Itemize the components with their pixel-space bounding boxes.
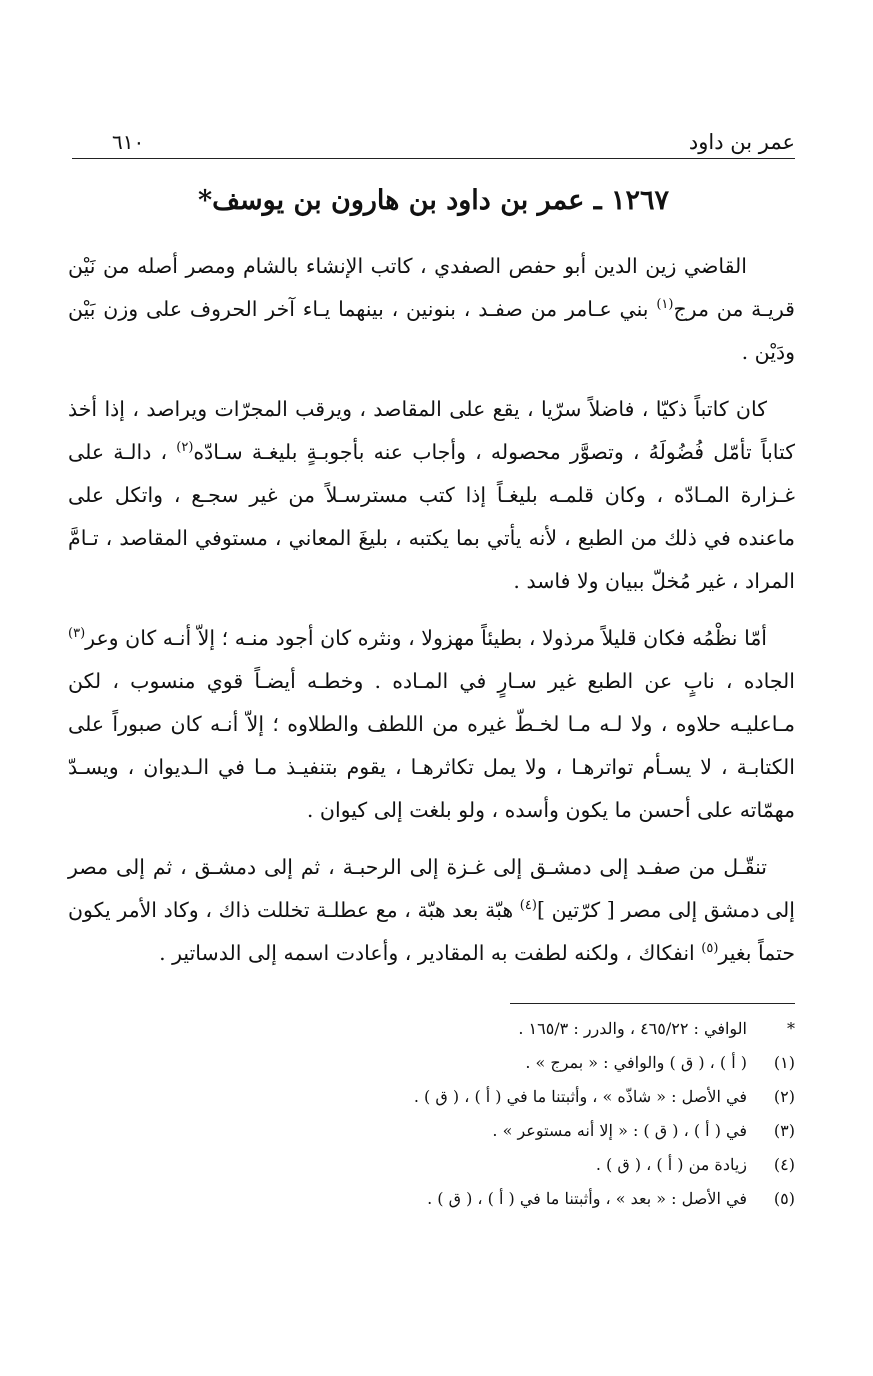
footnote-text: ( أ ) ، ( ق ) والوافي : « بمرج » . [525, 1053, 747, 1072]
text-segment: تنقّـل من صفـد إلى دمشـق إلى غـزة إلى الرحبـة ، ثم إلى دمشـق ، ثم إلى مصر إلى دمشق إلى مصر [ كرّتين ] [68, 855, 795, 922]
text-segment: بني عـامر من صفـد ، بنونين ، بينهما يـاء آخر الحروف على وزن بَيْن ودَيْن . [68, 297, 795, 364]
footnote-mark: (٢) [773, 1087, 795, 1106]
footnote [200, 1012, 795, 1046]
footnote-ref: (٥) [701, 941, 719, 957]
footnote-ref: (١) [656, 297, 674, 313]
footnote-mark: (٤) [773, 1155, 795, 1174]
paragraph [68, 245, 795, 374]
entry-title: ١٢٦٧ ـ عمر بن داود بن هارون بن يوسف* [197, 185, 670, 216]
entry-body [68, 245, 795, 989]
footnote [200, 1182, 795, 1216]
text-segment: الجاده ، نابٍ عن الطبع غير سـارٍ في المـاده . وخطـه أيضـاً قوي منسوب ، لكن مـاعليـه حلاوه ، ولا لـه مـا لخـطّ غيره من اللطف والطلاوه ؛ إلاّ أنـه كان صبوراً على الكتابـة ، لا يسـأم تواترهـا ، ولا يمل تكاثرهـا ، يقوم بتنفيـذ مـا في الـديوان ، ويسـدّ مهمّاته على أحسن ما يكون وأسده ، ولو بلغت إلى كيوان . [68, 669, 795, 822]
paragraph [68, 617, 795, 832]
footnote [200, 1046, 795, 1080]
text-segment: انفكاك ، ولكنه لطفت به المقادير ، وأعادت اسمه إلى الدساتير . [159, 941, 702, 965]
page-number: ٦١٠ [112, 130, 145, 154]
footnote-text: في ( أ ) ، ( ق ) : « إلا أنه مستوعر » . [492, 1121, 747, 1140]
footnote [200, 1114, 795, 1148]
running-head: عمر بن داود [688, 130, 795, 154]
footnote-text: في الأصل : « بعد » ، وأثبتنا ما في ( أ ) ، ( ق ) . [427, 1189, 747, 1208]
paragraph [68, 388, 795, 603]
footnote-mark: (٥) [773, 1189, 795, 1208]
paragraph [68, 846, 795, 975]
text-segment: القاضي زين الدين أبو حفص الصفدي ، كاتب الإنشاء بالشام ومصر أصله من نَيْن قريـة من مرج [68, 254, 795, 321]
footnote-ref: (٢) [176, 440, 194, 456]
page-header [72, 118, 795, 159]
footnote-text: زيادة من ( أ ) ، ( ق ) . [595, 1155, 747, 1174]
footnote [200, 1080, 795, 1114]
text-segment: أمّا نظْمُه فكان قليلاً مرذولا ، بطيئاً مهزولا ، ونثره كان أجود منـه ؛ إلاّ أنـه كان وعر [85, 626, 767, 650]
text-segment: كان كاتباً ذكيّا ، فاضلاً سرّيا ، يقع على المقاصد ، ويرقب المجرّات ويراصد ، إذا أخذ كتاباً تأمّل فُضُولَهُ ، وتصوَّر محصوله ، وأجاب عنه بأجوبـةٍ بليغـة سـادّه [68, 397, 795, 464]
footnote-divider [510, 1003, 795, 1004]
footnotes [200, 1012, 795, 1216]
footnote [200, 1148, 795, 1182]
footnote-text: في الأصل : « شاذّه » ، وأثبتنا ما في ( أ ) ، ( ق ) . [413, 1087, 747, 1106]
text-segment: ، دالـة على غـزارة المـادّه ، وكان قلمـه بليغـاً إذا كتب مسترسـلاً من غير سجـع ، واتكل على ماعنده في ذلك من الطبع ، لأنه يأتي بما يكتبه ، بليغَ المعاني ، مستوفي المقاصد ، تـامَّ المراد ، غير مُخلّ ببيان ولا فاسد . [68, 440, 795, 593]
text-segment: هبّة بعد هبّة ، مع عطلـة تخللت ذاك ، وكاد الأمر يكون حتماً بغير [68, 898, 795, 965]
footnote-mark: * [787, 1019, 795, 1038]
footnote-ref: (٤) [519, 898, 537, 914]
footnote-ref: (٣) [68, 626, 86, 642]
footnote-mark: (٣) [773, 1121, 795, 1140]
footnote-text: الوافي : ٤٦٥/٢٢ ، والدرر : ١٦٥/٣ . [518, 1019, 747, 1038]
footnote-mark: (١) [773, 1053, 795, 1072]
